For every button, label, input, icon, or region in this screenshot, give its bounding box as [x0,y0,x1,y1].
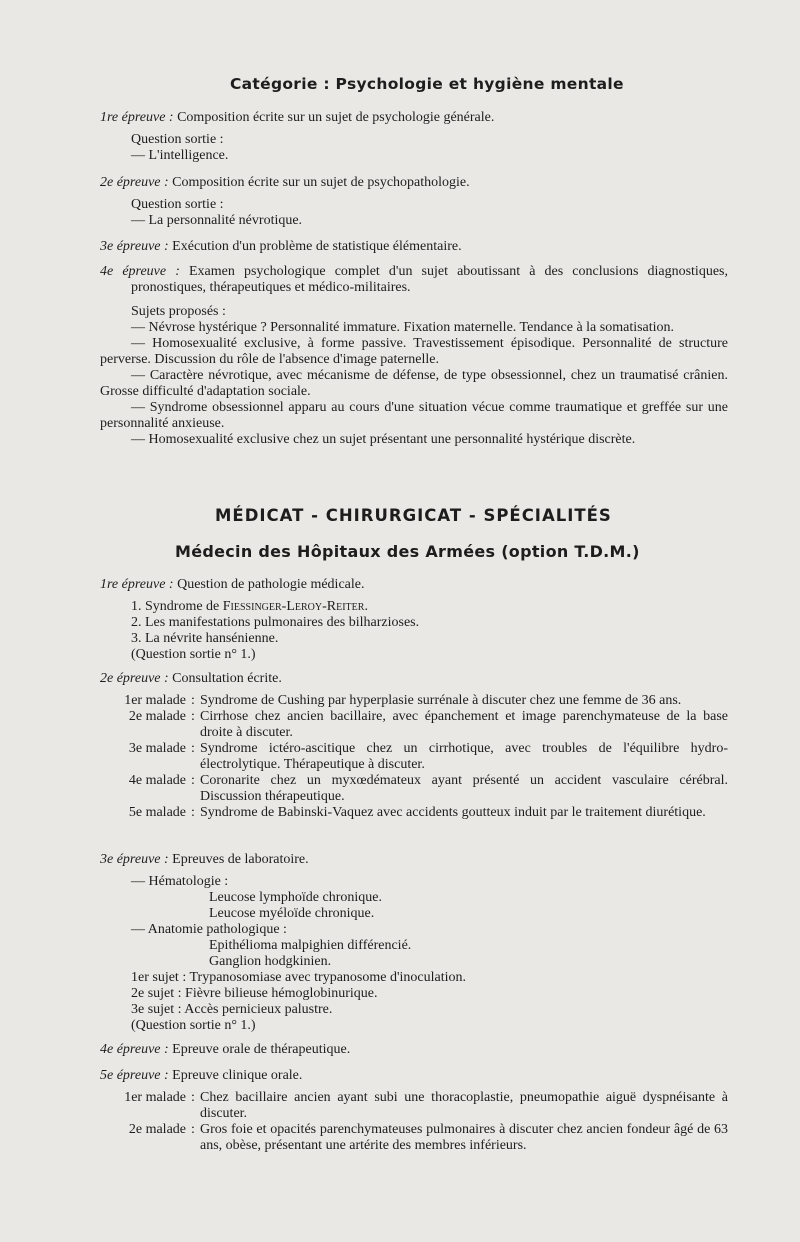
psych-epreuve-3: 3e épreuve : Exécution d'un problème de statistique élémentaire. [100,239,462,254]
sujet-row: 1er sujet : Trypanosomiase avec trypanosome d'inoculation. [131,970,466,985]
section-title-psychologie: Catégorie : Psychologie et hygiène mentale [230,75,624,93]
epreuve-label: 2e épreuve : [100,671,169,686]
sujet-item: — Névrose hystérique ? Personnalité immature. Fixation maternelle. Tendance à la somatisation. [131,320,675,335]
malade-row: 2e malade : Gros foie et opacités parenchymateuses pulmonaires à discuter chez ancien fondeur âgé de 63 ans, obèse, présentant une artérite des membres inférieurs. [128,1122,728,1153]
med-epreuve-5: 5e épreuve : Epreuve clinique orale. 1er malade : Chez bacillaire ancien ayant subi une thoracoplastie, pneumopathie aiguë dyspnéisante à discuter. 2e malade : Gros foie et opacités parenchymateuses pulmonaires à discuter chez ancien fondeur âgé de 63 ans, obèse, présentant une artérite des membres inférieurs. [100,1068,728,1153]
list-item: 2. Les manifestations pulmonaires des bilharzioses. [131,615,420,630]
epreuve-label: 4e épreuve : [100,264,180,279]
epreuve-label: 4e épreuve : [100,1042,169,1057]
epreuve-label: 1re épreuve : [100,110,174,125]
med-epreuve-3: 3e épreuve : Epreuves de laboratoire. — Hématologie : Leucose lymphoïde chronique. Leucose myéloïde chronique. — Anatomie pathologique : Epithélioma malpighien différencié. Ganglion hodgkinien. 1er sujet : Trypanosomiase avec trypanosome d'inoculation. 2e sujet : Fièvre bilieuse hémoglobinurique. 3e sujet : Accès pernicieux palustre. (Question sortie n° 1.) [100,852,728,1034]
sujet-item: — Homosexualité exclusive, à forme passive. Travestissement épisodique. Personnalité de structure perverse. Discussion du rôle de l'absence d'image paternelle. [100,336,728,367]
malade-row: 5e malade : Syndrome de Babinski-Vaquez avec accidents goutteux induit par le traitement diurétique. [128,805,706,820]
malade-row: 4e malade : Coronarite chez un myxœdémateux ayant présenté un accident vasculaire cérébral. Discussion thérapeutique. [128,773,728,804]
list-item: (Question sortie n° 1.) [131,647,256,662]
sujet-item: — Syndrome obsessionnel apparu au cours d'une situation vécue comme traumatique et greffée sur une personnalité anxieuse. [100,400,728,431]
med-epreuve-4: 4e épreuve : Epreuve orale de thérapeutique. [100,1042,351,1057]
malade-row: 2e malade : Cirrhose chez ancien bacillaire, avec épanchement et image parenchymateuse de la base droite à discuter. [128,709,728,740]
epreuve-label: 5e épreuve : [100,1068,169,1083]
sujet-item: — Homosexualité exclusive chez un sujet présentant une personnalité hystérique discrète. [131,432,636,447]
list-item: Leucose myéloïde chronique. [209,906,375,921]
sujet-row: 2e sujet : Fièvre bilieuse hémoglobinurique. [131,986,378,1001]
epreuve-label: 2e épreuve : [100,175,169,190]
med-epreuve-2: 2e épreuve : Consultation écrite. 1er malade : Syndrome de Cushing par hyperplasie surrénale à discuter chez une femme de 36 ans. 2e malade : Cirrhose chez ancien bacillaire, avec épanchement et image parenchymateuse de la base droite à discuter. 3e malade : Syndrome ictéro-ascitique chez un cirrhotique, avec troubles de l'équilibre hydro-électrolytique. Thérapeutique à discuter. 4e malade : Coronarite chez un myxœdémateux ayant présenté un accident vasculaire cérébral. Discussion thérapeutique. 5e malade : Syndrome de Babinski-Vaquez avec accidents goutteux induit par le traitement diurétique. [100,671,728,820]
malade-row: 3e malade : Syndrome ictéro-ascitique chez un cirrhotique, avec troubles de l'équilibre hydro-électrolytique. Thérapeutique à discuter. [128,741,728,772]
epreuve-label: 3e épreuve : [100,239,169,254]
list-item: Ganglion hodgkinien. [209,954,332,969]
list-item: Epithélioma malpighien différencié. [209,938,412,953]
sujet-row: 3e sujet : Accès pernicieux palustre. [131,1002,333,1017]
list-item: 1. Syndrome de Fiessinger-Leroy-Reiter. [131,599,368,614]
sujet-item: — Caractère névrotique, avec mécanisme de défense, de type obsessionnel, chez un traumatisé crânien. Grosse difficulté d'adaptation sociale. [100,368,728,399]
malade-row: 1er malade : Syndrome de Cushing par hyperplasie surrénale à discuter chez une femme de 36 ans. [124,693,682,708]
section-title-medicat: MÉDICAT - CHIRURGICAT - SPÉCIALITÉS [215,506,612,525]
list-item: 3. La névrite hansénienne. [131,631,279,646]
psych-epreuve-1: 1re épreuve : Composition écrite sur un sujet de psychologie générale. Question sortie : — L'intelligence. [100,110,495,163]
med-epreuve-1: 1re épreuve : Question de pathologie médicale. 1. Syndrome de Fiessinger-Leroy-Reiter. 2. Les manifestations pulmonaires des bilharzioses. 3. La névrite hansénienne. (Question sortie n° 1.) [100,577,728,663]
malade-row: 1er malade : Chez bacillaire ancien ayant subi une thoracoplastie, pneumopathie aiguë dyspnéisante à discuter. [124,1090,728,1121]
psych-epreuve-4: 4e épreuve : Examen psychologique complet d'un sujet aboutissant à des conclusions diagnostiques, pronostiques, thérapeutiques et médico-militaires. Sujets proposés : — Névrose hystérique ? Personnalité immature. Fixation maternelle. Tendance à la somatisation. — Homosexualité exclusive, à forme passive. Travestissement épisodique. Personnalité de structure perverse. Discussion du rôle de l'absence d'image paternelle. — Caractère névrotique, avec mécanisme de défense, de type obsessionnel, chez un traumatisé crânien. Grosse difficulté d'adaptation sociale. — Syndrome obsessionnel apparu au cours d'une situation vécue comme traumatique et greffée sur une personnalité anxieuse. — Homosexualité exclusive chez un sujet présentant une personnalité hystérique discrète. [100,264,728,447]
subsection-title: Médecin des Hôpitaux des Armées (option T.D.M.) [175,542,640,561]
psych-epreuve-2: 2e épreuve : Composition écrite sur un sujet de psychopathologie. Question sortie : — La personnalité névrotique. [100,175,470,228]
epreuve-label: 1re épreuve : [100,577,174,592]
epreuve-label: 3e épreuve : [100,852,169,867]
list-item: Leucose lymphoïde chronique. [209,890,383,905]
